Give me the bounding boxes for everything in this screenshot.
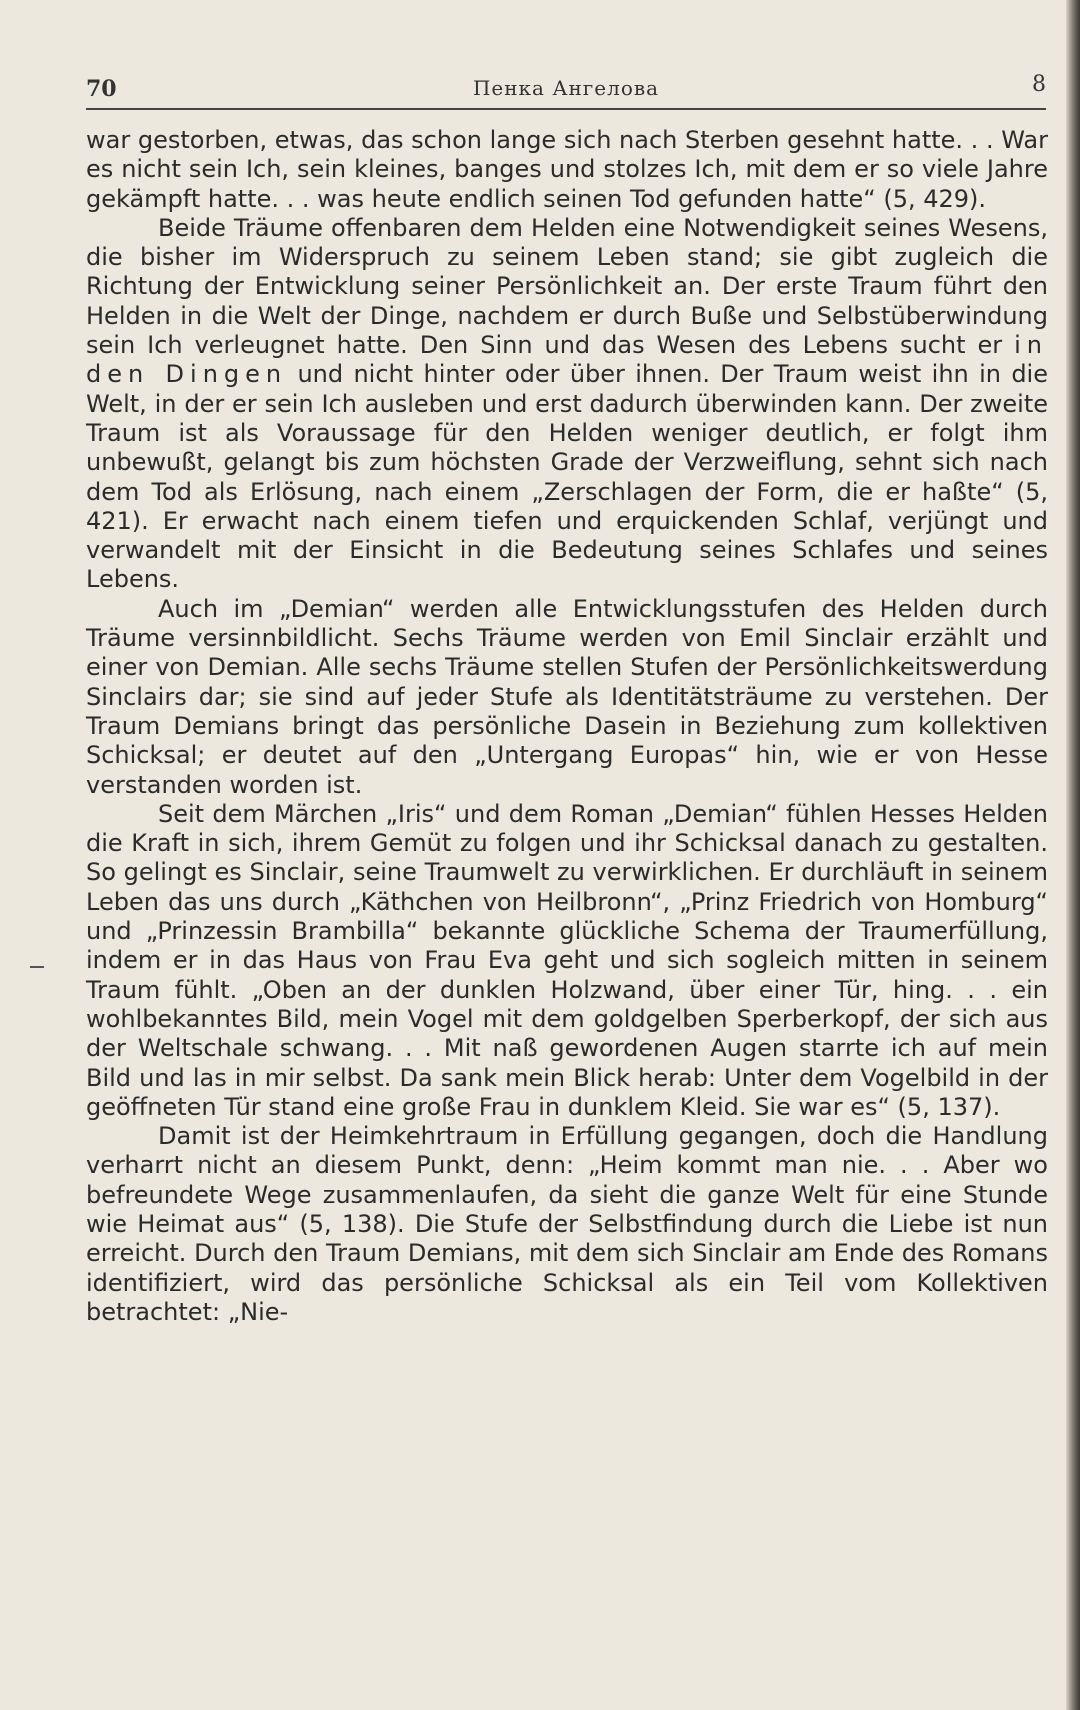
page-edge-shadow <box>1066 0 1080 1710</box>
spaced-emphasis: in den Dingen <box>86 331 1048 389</box>
running-head: Пенка Ангелова <box>472 76 660 100</box>
paragraph-3-text: Auch im „Demian“ werden alle Entwicklungsstufen des Helden durch Träume versinnbildlicht. Sechs Träume werden von Emil Sinclair erzählt und einer von Demian. Alle sechs Träume stellen Stufen der Persönlichkeitswerdung Sinclairs dar; sie sind auf jeder Stufe als Identitätsträume zu verstehen. Der Traum Demians bringt das persönliche Dasein in Beziehung zum kollektiven Schicksal; er deutet auf den „Untergang Europas“ hin, wie er von Hesse verstanden worden ist. <box>86 594 1048 799</box>
paragraph-3 <box>86 595 1048 800</box>
paragraph-4-text: Seit dem Märchen „Iris“ und dem Roman „Demian“ fühlen Hesses Helden die Kraft in sich, ihrem Gemüt zu folgen und ihr Schicksal danach zu gestalten. So gelingt es Sinclair, seine Traumwelt zu verwirklichen. Er durchläuft in seinem Leben das uns durch „Käthchen von Heilbronn“, „Prinz Friedrich von Homburg“ und „Prinzessin Brambilla“ bekannte glückliche Schema der Traumerfüllung, indem er in das Haus von Frau Eva geht und sich sogleich mitten in seinem Traum fühlt. „Oben an der dunklen Holzwand, über einer Tür, hing. . . ein wohlbekanntes Bild, mein Vogel mit dem goldgelben Sperberkopf, der sich aus der Weltschale schwang. . . Mit naß gewordenen Augen starrte ich auf mein Bild und las in mir selbst. Da sank mein Blick herab: Unter dem Vogelbild in der geöffneten Tür stand eine große Frau in dunklem Kleid. Sie war es“ (5, 137). <box>86 799 1048 1121</box>
paragraph-2-text-start: Beide Träume offenbaren dem Helden eine Notwendigkeit seines Wesens, die bisher im Widerspruch zu seinem Leben stand; sie gibt zugleich die Richtung der Entwicklung seiner Persönlichkeit an. Der erste Traum führt den Helden in die Welt der Dinge, nachdem er durch Buße und Selbstüberwindung sein Ich verleugnet hatte. Den Sinn und das Wesen des Lebens sucht er <box>86 213 1048 360</box>
margin-dash <box>30 966 44 968</box>
body-text <box>86 126 1048 1327</box>
page-header <box>86 72 1046 108</box>
paragraph-5-text: Damit ist der Heimkehrtraum in Erfüllung gegangen, doch die Handlung verharrt nicht an diesem Punkt, denn: „Heim kommt man nie. . . Aber wo befreundete Wege zusammenlaufen, da sieht die ganze Welt für eine Stunde wie Heimat aus“ (5, 138). Die Stufe der Selbstfindung durch die Liebe ist nun erreicht. Durch den Traum Demians, mit dem sich Sinclair am Ende des Romans identifiziert, wird das persönliche Schicksal als ein Teil vom Kollektiven betrachtet: „Nie- <box>86 1122 1048 1326</box>
paragraph-5 <box>86 1122 1048 1327</box>
signature-mark: 8 <box>1032 72 1046 97</box>
paragraph-1-text: war gestorben, etwas, das schon lange sich nach Sterben gesehnt hatte. . . War es nicht sein Ich, sein kleines, banges und stolzes Ich, mit dem er so viele Jahre gekämpft hatte. . . was heute endlich seinen Tod gefunden hatte“ (5, 429). <box>86 126 1048 213</box>
paragraph-1 <box>86 126 1048 214</box>
paragraph-4 <box>86 800 1048 1122</box>
paragraph-2-text-end: und nicht hinter oder über ihnen. Der Traum weist ihn in die Welt, in der er sein Ich ausleben und erst dadurch überwinden kann. Der zweite Traum ist als Voraussage für den Helden weniger deutlich, er folgt ihm unbewußt, gelangt bis zum höchsten Grade der Verzweiflung, sehnt sich nach dem Tod als Erlösung, nach einem „Zerschlagen der Form, die er haßte“ (5, 421). Er erwacht nach einem tiefen und erquickenden Schlaf, verjüngt und verwandelt mit der Einsicht in die Bedeutung seines Schlafes und seines Lebens. <box>86 360 1048 594</box>
paragraph-2 <box>86 214 1048 595</box>
header-rule <box>86 108 1046 110</box>
page-number: 70 <box>86 76 117 102</box>
